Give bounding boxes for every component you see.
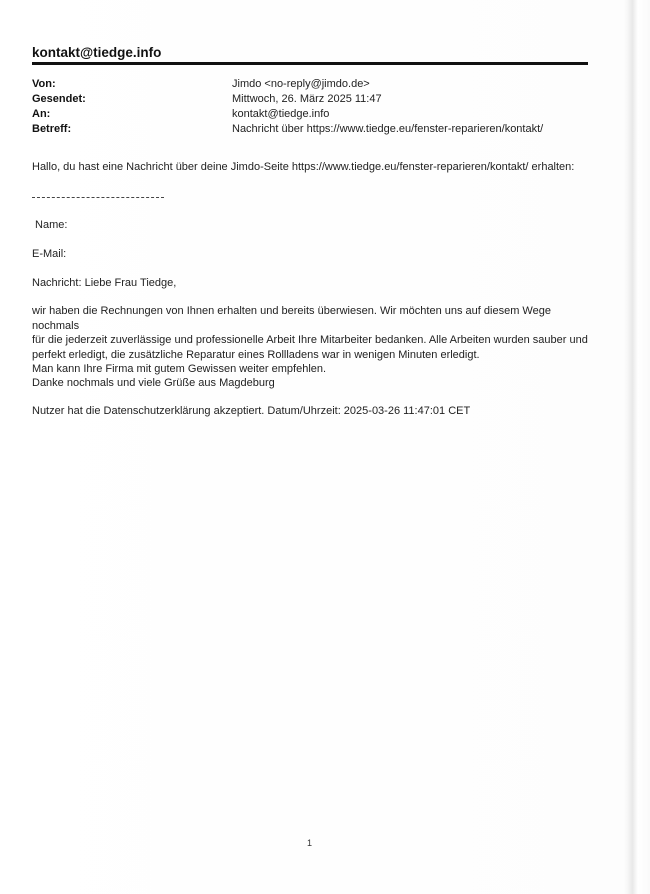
header-value-to: kontakt@tiedge.info — [232, 108, 330, 120]
message-line: für die jederzeit zuverlässige und professionelle Arbeit Ihre Mitarbeiter bedanken. Alle Arbeiten wurden sauber und — [32, 334, 588, 346]
header-row-from — [32, 77, 592, 92]
message-label: Nachricht: Liebe Frau Tiedge, — [32, 277, 177, 289]
header-value-subject: Nachricht über https://www.tiedge.eu/fenster-reparieren/kontakt/ — [232, 123, 544, 135]
message-line: wir haben die Rechnungen von Ihnen erhalten und bereits überwiesen. Wir möchten uns auf diesem Wege nochmals — [32, 305, 551, 332]
header-value-from: Jimdo <no-reply@jimdo.de> — [232, 78, 370, 90]
title-rule — [32, 62, 588, 65]
header-label-sent: Gesendet: — [32, 93, 86, 105]
message-line: Man kann Ihre Firma mit gutem Gewissen weiter empfehlen. — [32, 363, 327, 375]
intro-text: Hallo, du hast eine Nachricht über deine Jimdo-Seite https://www.tiedge.eu/fenster-reparieren/kontakt/ erhalten: — [32, 161, 575, 173]
header-row-subject — [32, 122, 592, 137]
message-line: perfekt erledigt, die zusätzliche Reparatur eines Rollladens war in wenigen Minuten erledigt. — [32, 348, 480, 361]
closing-text: Danke nochmals und viele Grüße aus Magdeburg — [32, 377, 275, 389]
email-header-table — [32, 77, 592, 137]
message-body — [32, 304, 592, 377]
header-row-to — [32, 107, 592, 122]
page-number: 1 — [307, 838, 313, 848]
header-label-to: An: — [32, 108, 51, 120]
header-label-subject: Betreff: — [32, 123, 72, 135]
name-label: Name: — [32, 219, 68, 231]
header-row-sent — [32, 92, 592, 107]
scan-edge-shadow — [628, 0, 650, 894]
header-label-from: Von: — [32, 78, 56, 90]
privacy-text: Nutzer hat die Datenschutzerklärung akzeptiert. Datum/Uhrzeit: 2025-03-26 11:47:01 CET — [32, 405, 471, 417]
sender-title: kontakt@tiedge.info — [32, 45, 162, 60]
header-value-sent: Mittwoch, 26. März 2025 11:47 — [232, 93, 382, 105]
email-label: E-Mail: — [32, 248, 67, 260]
separator-line — [32, 197, 164, 198]
